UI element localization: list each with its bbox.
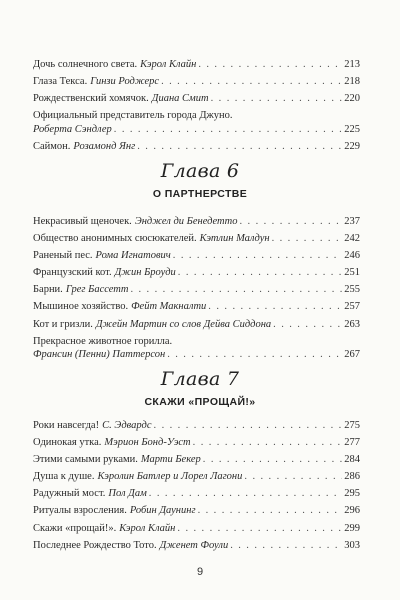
page-number: 9 — [196, 566, 204, 578]
toc-entry — [33, 504, 360, 518]
entry-author: Рома Игнатович — [95, 250, 171, 262]
toc-entry — [33, 215, 360, 229]
toc-entry — [33, 436, 360, 450]
chapter-title: СКАЖИ «ПРОЩАЙ!» — [144, 396, 256, 408]
toc-top-section — [33, 58, 360, 157]
chapter-title: О ПАРТНЕРСТВЕ — [152, 188, 248, 200]
toc-entry — [33, 539, 360, 553]
toc-entry — [33, 283, 360, 297]
dot-leader — [239, 215, 342, 229]
entry-author: Джин Броуди — [114, 267, 176, 279]
dot-leader — [137, 140, 342, 154]
entry-page: 242 — [344, 233, 360, 245]
entry-title: Этими самыми руками. — [33, 454, 138, 466]
entry-title: Дочь солнечного света. — [33, 59, 138, 70]
toc-entry — [33, 300, 360, 314]
toc-entry — [33, 232, 360, 246]
entry-page: 296 — [344, 505, 360, 517]
toc-entry — [33, 453, 360, 467]
chapter-number: Глава 7 — [160, 368, 240, 390]
entry-title: Прекрасное животное горилла. — [33, 335, 173, 347]
entry-author: Гинзи Роджерс — [90, 76, 160, 88]
entry-author: Франсин (Пенни) Паттерсон — [33, 349, 166, 361]
entry-page: 277 — [344, 437, 360, 449]
entry-page: 218 — [344, 76, 360, 88]
dot-leader — [114, 123, 342, 137]
toc-entry — [33, 58, 360, 72]
dot-leader — [203, 453, 342, 467]
entry-author: Робин Даунинг — [129, 505, 196, 517]
dot-leader — [177, 522, 342, 536]
dot-leader — [167, 348, 342, 362]
entry-title: Кот и гризли. — [33, 318, 93, 330]
toc-entry-multiline — [33, 335, 360, 362]
dot-leader — [198, 504, 343, 518]
toc-entry — [33, 522, 360, 536]
dot-leader — [272, 232, 343, 246]
entry-title: Ритуалы взросления. — [33, 505, 127, 517]
toc-entry — [33, 75, 360, 89]
toc-chapter-7 — [33, 419, 360, 556]
entry-author: Мэрион Бонд-Уэст — [104, 437, 191, 449]
entry-title: Скажи «прощай!». — [33, 522, 117, 534]
toc-entry — [33, 140, 360, 154]
entry-title: Последнее Рождество Тото. — [33, 539, 157, 551]
dot-leader — [193, 436, 343, 450]
entry-page: 237 — [344, 216, 360, 227]
toc-chapter-6 — [33, 215, 360, 365]
entry-title: Некрасивый щеночек. — [33, 216, 132, 227]
dot-leader — [230, 539, 342, 553]
chapter-7-heading — [0, 368, 400, 408]
dot-leader — [208, 300, 342, 314]
dot-leader — [273, 318, 342, 332]
entry-page: 303 — [344, 539, 360, 551]
entry-page: 225 — [344, 123, 360, 135]
entry-title: Раненый пес. — [33, 250, 93, 262]
toc-entry — [33, 419, 360, 433]
entry-page: 263 — [344, 318, 360, 330]
dot-leader — [244, 470, 342, 484]
toc-entry — [33, 470, 360, 484]
toc-entry — [33, 266, 360, 280]
entry-author: С. Эдвардс — [102, 420, 152, 431]
entry-page: 257 — [344, 301, 360, 313]
entry-page: 229 — [344, 140, 360, 152]
toc-entry — [33, 92, 360, 106]
entry-page: 299 — [344, 522, 360, 534]
entry-page: 213 — [344, 59, 360, 70]
toc-entry-multiline — [33, 109, 360, 136]
entry-title: Французский кот. — [33, 267, 112, 279]
entry-title: Барни. — [33, 284, 63, 296]
entry-title: Общество анонимных сюсюкателей. — [33, 233, 197, 245]
dot-leader — [149, 487, 342, 501]
entry-author: Энджел ди Бенедетто — [134, 216, 238, 227]
entry-page: 267 — [344, 349, 360, 361]
entry-title: Роки навсегда! — [33, 420, 100, 431]
dot-leader — [173, 249, 342, 263]
toc-entry — [33, 318, 360, 332]
entry-title: Одинокая утка. — [33, 437, 102, 449]
entry-title: Рождественский хомячок. — [33, 93, 149, 105]
entry-title: Официальный представитель города Джуно. — [33, 110, 233, 122]
entry-author: Пол Дам — [108, 488, 147, 500]
entry-author: Джейн Мартин со слов Дейва Сиддона — [95, 318, 272, 330]
entry-page: 295 — [344, 488, 360, 500]
entry-author: Кэрол Клайн — [140, 59, 197, 70]
entry-author: Роберта Сэндлер — [33, 123, 112, 135]
entry-author: Розамонд Янг — [73, 140, 136, 152]
entry-author: Фейт Макналти — [131, 301, 207, 313]
entry-author: Кэрол Клайн — [119, 522, 176, 534]
entry-page: 251 — [344, 267, 360, 279]
entry-author: Кэтлин Малдун — [199, 233, 270, 245]
entry-author: Диана Смит — [151, 93, 209, 105]
dot-leader — [178, 266, 342, 280]
dot-leader — [154, 419, 343, 433]
entry-page: 275 — [344, 420, 360, 431]
entry-author: Кэролин Батлер и Лорел Лагони — [97, 471, 243, 483]
dot-leader — [211, 92, 343, 106]
entry-page: 255 — [344, 284, 360, 296]
dot-leader — [130, 283, 342, 297]
entry-page: 286 — [344, 471, 360, 483]
entry-page: 220 — [344, 93, 360, 105]
dot-leader — [198, 58, 342, 72]
entry-author: Марти Бекер — [140, 454, 201, 466]
toc-entry — [33, 487, 360, 501]
entry-title: Глаза Текса. — [33, 76, 88, 88]
entry-author: Дженет Фоули — [159, 539, 229, 551]
chapter-6-heading — [0, 160, 400, 200]
entry-page: 284 — [344, 454, 360, 466]
toc-entry — [33, 249, 360, 263]
entry-title: Мышиное хозяйство. — [33, 301, 129, 313]
entry-page: 246 — [344, 250, 360, 262]
entry-title: Радужный мост. — [33, 488, 106, 500]
entry-title: Душа к душе. — [33, 471, 95, 483]
entry-title: Саймон. — [33, 140, 71, 152]
dot-leader — [161, 75, 342, 89]
chapter-number: Глава 6 — [160, 160, 240, 182]
entry-author: Грег Бассетт — [65, 284, 129, 296]
